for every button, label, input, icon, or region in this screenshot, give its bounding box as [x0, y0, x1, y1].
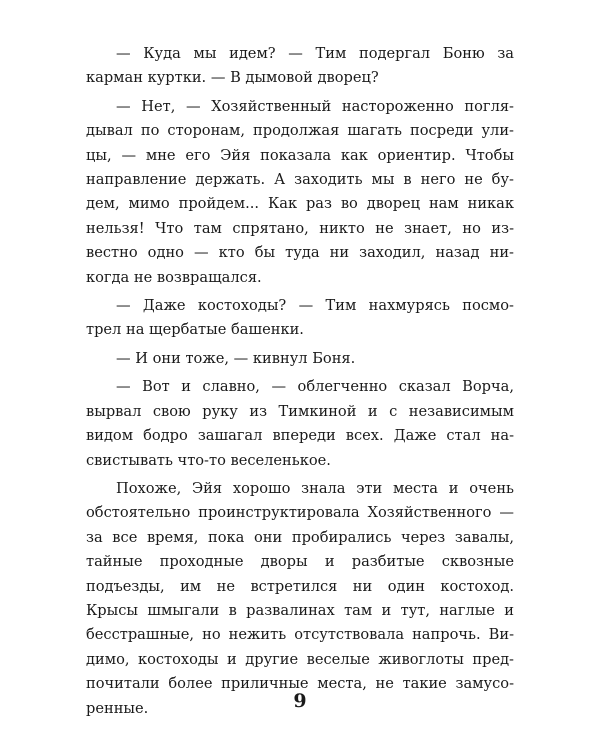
text-line: карман куртки. — В дымовой дворец?: [86, 69, 379, 87]
text-line: — И они тоже, — кивнул Боня.: [116, 349, 356, 367]
text-line: тайные проходные дворы и разбитые сквозные: [86, 553, 514, 571]
text-line: дем, мимо пройдем... Как раз во дворец нам никак: [86, 195, 514, 213]
text-line: ренные.: [86, 699, 149, 717]
text-line: нельзя! Что там спрятано, никто не знает, но из-: [86, 219, 514, 237]
text-line: — Даже костоходы? — Тим нахмурясь посмо-: [116, 297, 514, 315]
text-line: — Вот и славно, — облегченно сказал Ворча,: [116, 378, 514, 396]
text-line: Похоже, Эйя хорошо знала эти места и очень: [116, 479, 514, 497]
text-line: обстоятельно проинструктировала Хозяйственного —: [86, 504, 514, 522]
text-line: свистывать что-то веселенькое.: [86, 451, 331, 469]
paragraph: [86, 294, 514, 343]
text-line: дывал по сторонам, продолжая шагать посреди ули-: [86, 122, 514, 140]
text-line: видом бодро зашагал впереди всех. Даже стал на-: [86, 427, 514, 445]
text-line: почитали более приличные места, не такие замусо-: [86, 675, 514, 693]
text-line: за все время, пока они пробирались через завалы,: [86, 528, 514, 546]
text-line: бесстрашные, но нежить отсутствовала напрочь. Ви-: [86, 626, 514, 644]
text-line: трел на щербатые башенки.: [86, 321, 304, 339]
paragraph: [86, 375, 514, 473]
text-line: — Куда мы идем? — Тим подергал Боню за: [116, 45, 514, 62]
page-text: [86, 42, 514, 725]
page-number: 9: [293, 690, 307, 712]
text-line: подъезды, им не встретился ни один костоход.: [86, 577, 514, 595]
text-line: вырвал свою руку из Тимкиной и с независимым: [86, 402, 514, 420]
text-line: — Нет, — Хозяйственный настороженно погля-: [116, 97, 514, 115]
text-line: димо, костоходы и другие веселые живоглоты пред-: [86, 650, 514, 668]
paragraph: [86, 95, 514, 290]
text-line: цы, — мне его Эйя показала как ориентир. Чтобы: [86, 146, 514, 164]
paragraph: [86, 42, 514, 91]
text-line: вестно одно — кто бы туда ни заходил, назад ни-: [86, 244, 514, 262]
paragraph: [86, 477, 514, 721]
text-line: Крысы шмыгали в развалинах там и тут, наглые и: [86, 601, 514, 619]
text-line: направление держать. А заходить мы в него не бу-: [86, 171, 514, 189]
paragraph: [86, 347, 514, 371]
text-line: когда не возвращался.: [86, 268, 262, 286]
